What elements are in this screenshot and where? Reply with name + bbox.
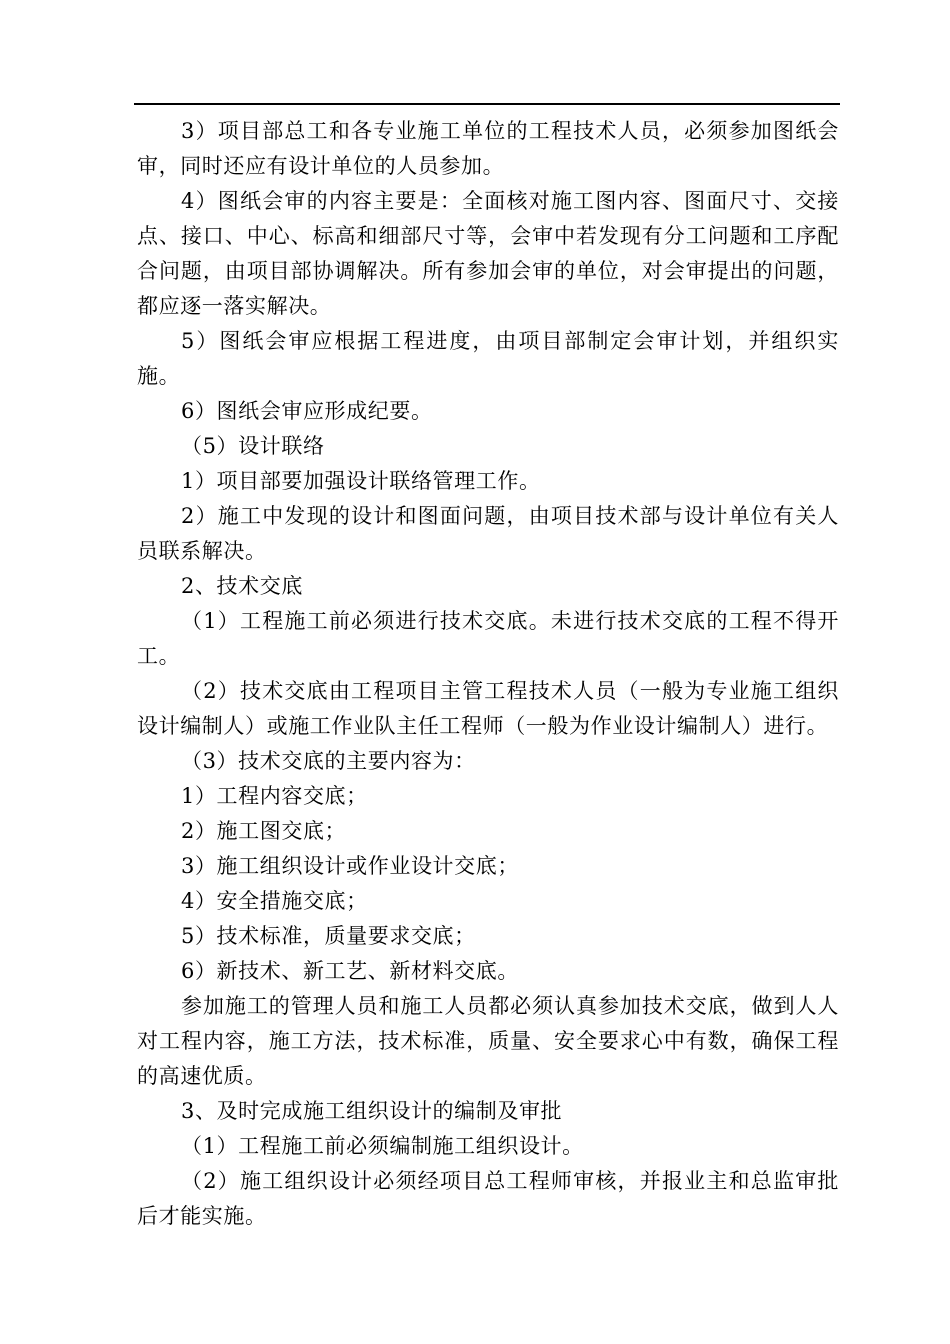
list-item: 5）技术标准，质量要求交底； xyxy=(181,924,476,948)
paragraph: （2）施工组织设计必须经项目总工程师审核，并报业主和总监审批后才能实施。 xyxy=(137,1169,839,1228)
list-item: 6）新技术、新工艺、新材料交底。 xyxy=(181,959,519,983)
section-heading: 3、及时完成施工组织设计的编制及审批 xyxy=(181,1099,563,1123)
paragraph: 5）图纸会审应根据工程进度，由项目部制定会审计划，并组织实施。 xyxy=(137,329,839,388)
paragraph: 参加施工的管理人员和施工人员都必须认真参加技术交底，做到人人对工程内容，施工方法，技术标准，质量、安全要求心中有数，确保工程的高速优质。 xyxy=(137,994,839,1088)
list-item: 3）施工组织设计或作业设计交底； xyxy=(181,854,519,878)
paragraph: 3）项目部总工和各专业施工单位的工程技术人员，必须参加图纸会审，同时还应有设计单位的人员参加。 xyxy=(137,119,839,178)
paragraph: （1）工程施工前必须进行技术交底。未进行技术交底的工程不得开工。 xyxy=(137,609,839,668)
paragraph: （2）技术交底由工程项目主管工程技术人员（一般为专业施工组织设计编制人）或施工作业队主任工程师（一般为作业设计编制人）进行。 xyxy=(137,679,839,738)
document-body xyxy=(137,114,839,1234)
paragraph: 4）图纸会审的内容主要是：全面核对施工图内容、图面尺寸、交接点、接口、中心、标高和细部尺寸等，会审中若发现有分工问题和工序配合问题，由项目部协调解决。所有参加会审的单位，对会审提出的问题，都应逐一落实解决。 xyxy=(137,189,839,318)
section-heading: （5）设计联络 xyxy=(181,434,325,458)
section-heading: 2、技术交底 xyxy=(181,574,303,598)
paragraph: 2）施工中发现的设计和图面问题，由项目技术部与设计单位有关人员联系解决。 xyxy=(137,504,839,563)
header-rule xyxy=(134,103,840,105)
paragraph: 6）图纸会审应形成纪要。 xyxy=(181,399,433,423)
paragraph: （1）工程施工前必须编制施工组织设计。 xyxy=(181,1134,584,1158)
list-item: 4）安全措施交底； xyxy=(181,889,368,913)
paragraph: （3）技术交底的主要内容为： xyxy=(181,749,476,773)
list-item: 1）工程内容交底； xyxy=(181,784,368,808)
paragraph: 1）项目部要加强设计联络管理工作。 xyxy=(181,469,541,493)
list-item: 2）施工图交底； xyxy=(181,819,347,843)
